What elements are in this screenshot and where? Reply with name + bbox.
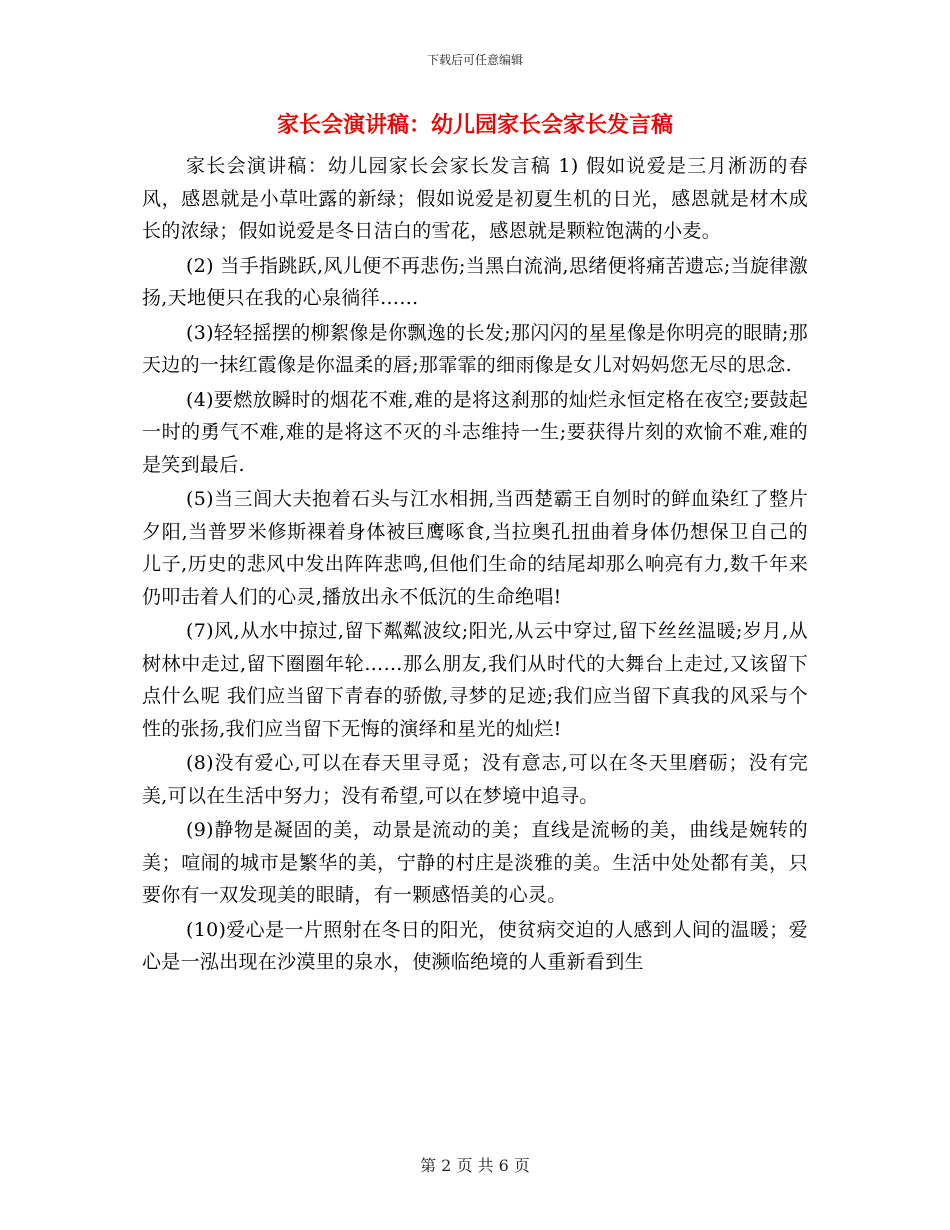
document-body [142, 150, 808, 981]
paragraph-10: (10)爱心是一片照射在冬日的阳光，使贫病交迫的人感到人间的温暖；爱心是一泓出现在沙漠里的泉水，使濒临绝境的人重新看到生 [142, 918, 808, 973]
paragraph-8: (8)没有爱心,可以在春天里寻觅；没有意志,可以在冬天里磨砺；没有完美,可以在生活中努力；没有希望,可以在梦境中追寻。 [142, 752, 808, 807]
page-number: 第 2 页 共 6 页 [420, 1156, 530, 1175]
paragraph-9: (9)静物是凝固的美，动景是流动的美；直线是流畅的美，曲线是婉转的美；喧闹的城市是繁华的美，宁静的村庄是淡雅的美。生活中处处都有美，只要你有一双发现美的眼睛，有一颗感悟美的心灵。 [142, 819, 808, 906]
document-title: 家长会演讲稿：幼儿园家长会家长发言稿 [276, 113, 673, 138]
page-header-note: 下载后可任意编辑 [426, 53, 523, 67]
paragraph-3: (3)轻轻摇摆的柳絮像是你飘逸的长发;那闪闪的星星像是你明亮的眼睛;那天边的一抹红霞像是你温柔的唇;那霏霏的细雨像是女儿对妈妈您无尽的思念. [142, 321, 808, 376]
paragraph-4: (4)要燃放瞬时的烟花不难,难的是将这刹那的灿烂永恒定格在夜空;要鼓起一时的勇气不难,难的是将这不灭的斗志维持一生;要获得片刻的欢愉不难,难的是笑到最后. [142, 388, 808, 476]
paragraph-intro: 家长会演讲稿：幼儿园家长会家长发言稿 1) 假如说爱是三月淅沥的春风，感恩就是小草吐露的新绿；假如说爱是初夏生机的日光，感恩就是材木成长的浓绿；假如说爱是冬日洁白的雪花，感恩就是颗粒饱满的小麦。 [142, 155, 808, 242]
paragraph-7: (7)风,从水中掠过,留下粼粼波纹;阳光,从云中穿过,留下丝丝温暖;岁月,从树林中走过,留下圈圈年轮……那么朋友,我们从时代的大舞台上走过,又该留下点什么呢 我们应当留下青春的骄傲,寻梦的足迹;我们应当留下真我的风采与个性的张扬,我们应当留下无悔的演绎和星光的灿烂! [142, 620, 808, 740]
paragraph-5: (5)当三闾大夫抱着石头与江水相拥,当西楚霸王自刎时的鲜血染红了整片夕阳,当普罗米修斯裸着身体被巨鹰啄食,当拉奥孔扭曲着身体仍想保卫自己的儿子,历史的悲风中发出阵阵悲鸣,但他们生命的结尾却那么响亮有力,数千年来仍叩击着人们的心灵,播放出永不低沉的生命绝唱! [142, 488, 808, 608]
paragraph-2: (2) 当手指跳跃,风儿便不再悲伤;当黑白流淌,思绪便将痛苦遗忘;当旋律激扬,天地便只在我的心泉徜徉…… [142, 254, 808, 309]
